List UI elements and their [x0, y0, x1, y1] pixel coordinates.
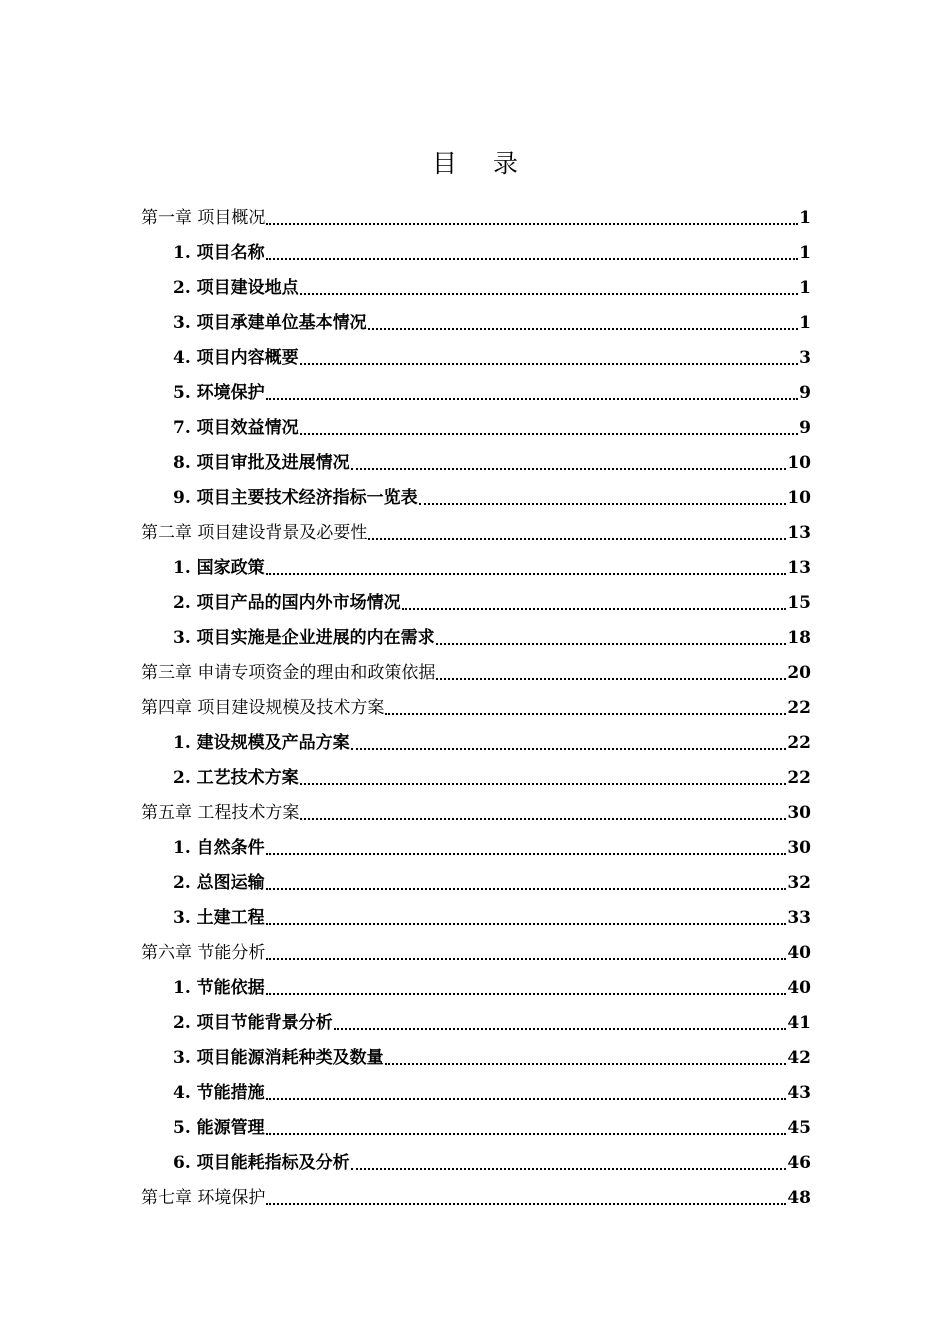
- toc-entry-label: 5. 能源管理: [173, 1118, 265, 1138]
- toc-page-number: 13: [787, 558, 811, 578]
- toc-chapter-entry[interactable]: [141, 1181, 811, 1216]
- toc-entry-label: 第一章 项目概况: [141, 208, 266, 228]
- toc-page-number: 30: [787, 838, 811, 858]
- toc-dot-leader: [266, 1076, 787, 1111]
- toc-section-entry[interactable]: [141, 446, 811, 481]
- toc-dot-leader: [266, 201, 798, 236]
- toc-chapter-entry[interactable]: [141, 796, 811, 831]
- toc-dot-leader: [351, 726, 787, 761]
- toc-section-entry[interactable]: [141, 551, 811, 586]
- toc-entry-label: 5. 环境保护: [173, 383, 265, 403]
- toc-entry-label: 3. 土建工程: [173, 908, 265, 928]
- toc-entry-label: 第六章 节能分析: [141, 943, 266, 963]
- toc-entry-label: 2. 总图运输: [173, 873, 265, 893]
- toc-page-number: 45: [787, 1118, 811, 1138]
- toc-chapter-entry[interactable]: [141, 516, 811, 551]
- toc-page-number: 43: [787, 1083, 811, 1103]
- toc-entry-label: 第三章 申请专项资金的理由和政策依据: [141, 663, 436, 683]
- toc-page-number: 3: [799, 348, 811, 368]
- toc-section-entry[interactable]: [141, 1006, 811, 1041]
- toc-chapter-entry[interactable]: [141, 201, 811, 236]
- toc-entry-label: 6. 项目能耗指标及分析: [173, 1153, 350, 1173]
- toc-entry-label: 4. 项目内容概要: [173, 348, 299, 368]
- toc-section-entry[interactable]: [141, 971, 811, 1006]
- toc-chapter-entry[interactable]: [141, 691, 811, 726]
- toc-entry-label: 1. 国家政策: [173, 558, 265, 578]
- toc-section-entry[interactable]: [141, 586, 811, 621]
- toc-entry-label: 9. 项目主要技术经济指标一览表: [173, 488, 418, 508]
- toc-section-entry[interactable]: [141, 411, 811, 446]
- toc-chapter-entry[interactable]: [141, 936, 811, 971]
- toc-entry-label: 第七章 环境保护: [141, 1188, 266, 1208]
- toc-page-number: 32: [787, 873, 811, 893]
- toc-section-entry[interactable]: [141, 271, 811, 306]
- toc-title: 目 录: [432, 149, 532, 178]
- toc-section-entry[interactable]: [141, 1111, 811, 1146]
- toc-page-number: 1: [799, 278, 811, 298]
- toc-section-entry[interactable]: [141, 901, 811, 936]
- toc-page-number: 1: [799, 313, 811, 333]
- toc-dot-leader: [300, 761, 787, 796]
- toc-section-entry[interactable]: [141, 306, 811, 341]
- toc-dot-leader: [266, 1111, 787, 1146]
- toc-dot-leader: [266, 866, 787, 901]
- toc-entry-label: 2. 项目产品的国内外市场情况: [173, 593, 401, 613]
- toc-dot-leader: [436, 621, 787, 656]
- toc-dot-leader: [300, 796, 786, 831]
- toc-dot-leader: [266, 901, 787, 936]
- toc-section-entry[interactable]: [141, 761, 811, 796]
- toc-entry-label: 2. 工艺技术方案: [173, 768, 299, 788]
- toc-entry-label: 2. 项目建设地点: [173, 278, 299, 298]
- toc-page-number: 48: [787, 1188, 811, 1208]
- toc-chapter-entry[interactable]: [141, 656, 811, 691]
- toc-section-entry[interactable]: [141, 866, 811, 901]
- toc-dot-leader: [300, 271, 798, 306]
- toc-section-entry[interactable]: [141, 481, 811, 516]
- toc-page-number: 9: [799, 383, 811, 403]
- toc-dot-leader: [266, 971, 787, 1006]
- toc-section-entry[interactable]: [141, 831, 811, 866]
- toc-page-number: 42: [787, 1048, 811, 1068]
- toc-page-number: 15: [787, 593, 811, 613]
- toc-page-number: 22: [787, 768, 811, 788]
- toc-dot-leader: [266, 236, 798, 271]
- toc-entry-label: 4. 节能措施: [173, 1083, 265, 1103]
- toc-section-entry[interactable]: [141, 621, 811, 656]
- toc-page-number: 41: [787, 1013, 811, 1033]
- toc-dot-leader: [385, 691, 786, 726]
- toc-dot-leader: [368, 516, 786, 551]
- toc-page-number: 10: [787, 488, 811, 508]
- toc-entry-label: 第四章 项目建设规模及技术方案: [141, 698, 385, 718]
- toc-entry-label: 3. 项目实施是企业进展的内在需求: [173, 628, 435, 648]
- toc-page-number: 46: [787, 1153, 811, 1173]
- toc-section-entry[interactable]: [141, 1146, 811, 1181]
- toc-entry-label: 第五章 工程技术方案: [141, 803, 300, 823]
- toc-dot-leader: [436, 656, 786, 691]
- toc-section-entry[interactable]: [141, 236, 811, 271]
- toc-section-entry[interactable]: [141, 341, 811, 376]
- toc-entry-label: 2. 项目节能背景分析: [173, 1013, 333, 1033]
- toc-page-number: 40: [787, 978, 811, 998]
- toc-page-number: 30: [787, 803, 811, 823]
- toc-dot-leader: [419, 481, 787, 516]
- toc-page-number: 9: [799, 418, 811, 438]
- toc-dot-leader: [266, 936, 786, 971]
- toc-page-number: 20: [787, 663, 811, 683]
- toc-page-number: 40: [787, 943, 811, 963]
- toc-entry-label: 1. 自然条件: [173, 838, 265, 858]
- toc-entry-label: 7. 项目效益情况: [173, 418, 299, 438]
- toc-section-entry[interactable]: [141, 1076, 811, 1111]
- toc-entry-label: 1. 项目名称: [173, 243, 265, 263]
- toc-section-entry[interactable]: [141, 726, 811, 761]
- toc-dot-leader: [300, 411, 798, 446]
- toc-dot-leader: [351, 1146, 787, 1181]
- toc-entry-label: 1. 建设规模及产品方案: [173, 733, 350, 753]
- toc-page-number: 10: [787, 453, 811, 473]
- toc-dot-leader: [334, 1006, 787, 1041]
- toc-entry-label: 1. 节能依据: [173, 978, 265, 998]
- toc-page-number: 33: [787, 908, 811, 928]
- toc-dot-leader: [368, 306, 798, 341]
- toc-section-entry[interactable]: [141, 1041, 811, 1076]
- toc-page-number: 1: [799, 243, 811, 263]
- toc-entry-label: 8. 项目审批及进展情况: [173, 453, 350, 473]
- toc-entry-label: 第二章 项目建设背景及必要性: [141, 523, 368, 543]
- toc-page-number: 1: [799, 208, 811, 228]
- toc-dot-leader: [300, 341, 798, 376]
- toc-dot-leader: [266, 551, 787, 586]
- toc-entry-label: 3. 项目能源消耗种类及数量: [173, 1048, 384, 1068]
- toc-dot-leader: [351, 446, 787, 481]
- toc-section-entry[interactable]: [141, 376, 811, 411]
- toc-dot-leader: [402, 586, 787, 621]
- toc-page-number: 22: [787, 733, 811, 753]
- toc-page-number: 13: [787, 523, 811, 543]
- toc-dot-leader: [266, 831, 787, 866]
- toc-dot-leader: [266, 1181, 786, 1216]
- toc-page-number: 22: [787, 698, 811, 718]
- toc-dot-leader: [266, 376, 798, 411]
- toc-page-number: 18: [787, 628, 811, 648]
- toc-dot-leader: [385, 1041, 787, 1076]
- toc-entry-label: 3. 项目承建单位基本情况: [173, 313, 367, 333]
- table-of-contents: [141, 201, 811, 1216]
